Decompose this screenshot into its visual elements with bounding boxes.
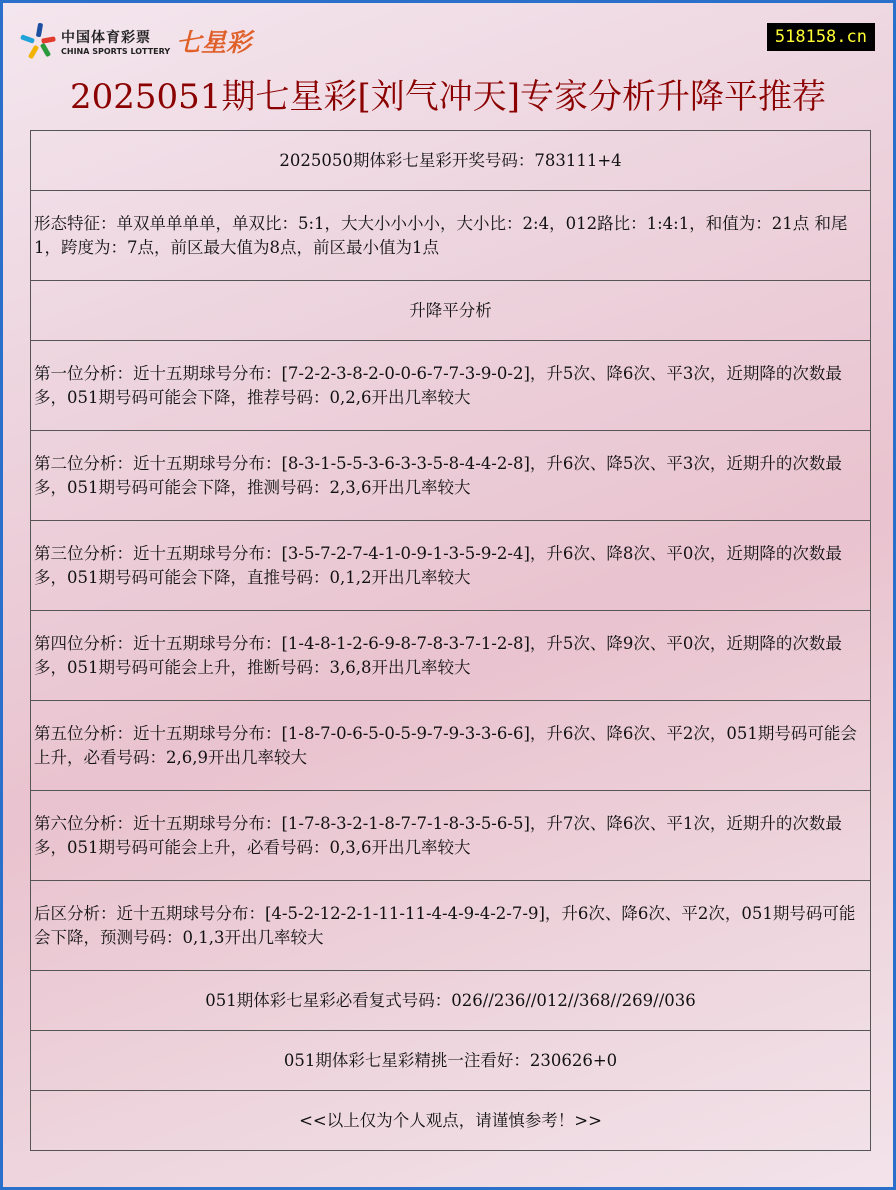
table-cell: 形态特征：单双单单单单，单双比：5:1，大大小小小小，大小比：2:4，012路比：1:4:1，和值为：21点 和尾1，跨度为：7点，前区最大值为8点，前区最小值为1点 bbox=[31, 191, 871, 281]
table-cell: 第一位分析：近十五期球号分布：[7-2-2-3-8-2-0-0-6-7-7-3-9-0-2]，升5次、降6次、平3次，近期降的次数最多，051期号码可能会下降，推荐号码：0,2,6开出几率较大 bbox=[31, 341, 871, 431]
table-cell: 第三位分析：近十五期球号分布：[3-5-7-2-7-4-1-0-9-1-3-5-9-2-4]，升6次、降8次、平0次，近期降的次数最多，051期号码可能会下降，直推号码：0,1,2开出几率较大 bbox=[31, 521, 871, 611]
table-cell: 第六位分析：近十五期球号分布：[1-7-8-3-2-1-8-7-7-1-8-3-5-6-5]，升7次、降6次、平1次，近期升的次数最多，051期号码可能会上升，必看号码：0,3,6开出几率较大 bbox=[31, 791, 871, 881]
table-cell: <<以上仅为个人观点，请谨慎参考！>> bbox=[31, 1091, 871, 1151]
table-cell: 2025050期体彩七星彩开奖号码：783111+4 bbox=[31, 131, 871, 191]
page-title: 2025051期七星彩[刘气冲天]专家分析升降平推荐 bbox=[70, 77, 826, 117]
table-row bbox=[31, 521, 871, 611]
table-cell: 051期体彩七星彩精挑一注看好：230626+0 bbox=[31, 1031, 871, 1091]
table-row bbox=[31, 1031, 871, 1091]
site-badge: 518158.cn bbox=[767, 23, 875, 51]
china-sports-lottery-logo bbox=[21, 23, 251, 59]
table-cell: 升降平分析 bbox=[31, 281, 871, 341]
table-row bbox=[31, 191, 871, 281]
table-cell: 051期体彩七星彩必看复式号码：026//236//012//368//269//036 bbox=[31, 971, 871, 1031]
table-row bbox=[31, 881, 871, 971]
table-row bbox=[31, 611, 871, 701]
table-row bbox=[31, 701, 871, 791]
table-row bbox=[31, 281, 871, 341]
table-cell: 第四位分析：近十五期球号分布：[1-4-8-1-2-6-9-8-7-8-3-7-1-2-8]，升5次、降9次、平0次，近期降的次数最多，051期号码可能会上升，推断号码：3,6,8开出几率较大 bbox=[31, 611, 871, 701]
table-row bbox=[31, 971, 871, 1031]
table-cell: 后区分析：近十五期球号分布：[4-5-2-12-2-1-11-11-4-4-9-4-2-7-9]，升6次、降6次、平2次，051期号码可能会下降，预测号码：0,1,3开出几率较大 bbox=[31, 881, 871, 971]
table-cell: 第五位分析：近十五期球号分布：[1-8-7-0-6-5-0-5-9-7-9-3-3-6-6]，升6次、降6次、平2次，051期号码可能会上升，必看号码：2,6,9开出几率较大 bbox=[31, 701, 871, 791]
analysis-table bbox=[30, 130, 871, 1151]
table-row bbox=[31, 1091, 871, 1151]
logo-cn-text: 中国体育彩票 bbox=[61, 29, 151, 46]
game-logo-text: 七星彩 bbox=[176, 28, 252, 57]
table-row bbox=[31, 431, 871, 521]
table-row bbox=[31, 341, 871, 431]
table-row bbox=[31, 131, 871, 191]
lottery-star-icon bbox=[21, 23, 57, 59]
table-row bbox=[31, 791, 871, 881]
logo-en-text: CHINA SPORTS LOTTERY bbox=[61, 46, 171, 56]
table-cell: 第二位分析：近十五期球号分布：[8-3-1-5-5-3-6-3-3-5-8-4-4-2-8]，升6次、降5次、平3次，近期升的次数最多，051期号码可能会下降，推测号码：2,3,6开出几率较大 bbox=[31, 431, 871, 521]
